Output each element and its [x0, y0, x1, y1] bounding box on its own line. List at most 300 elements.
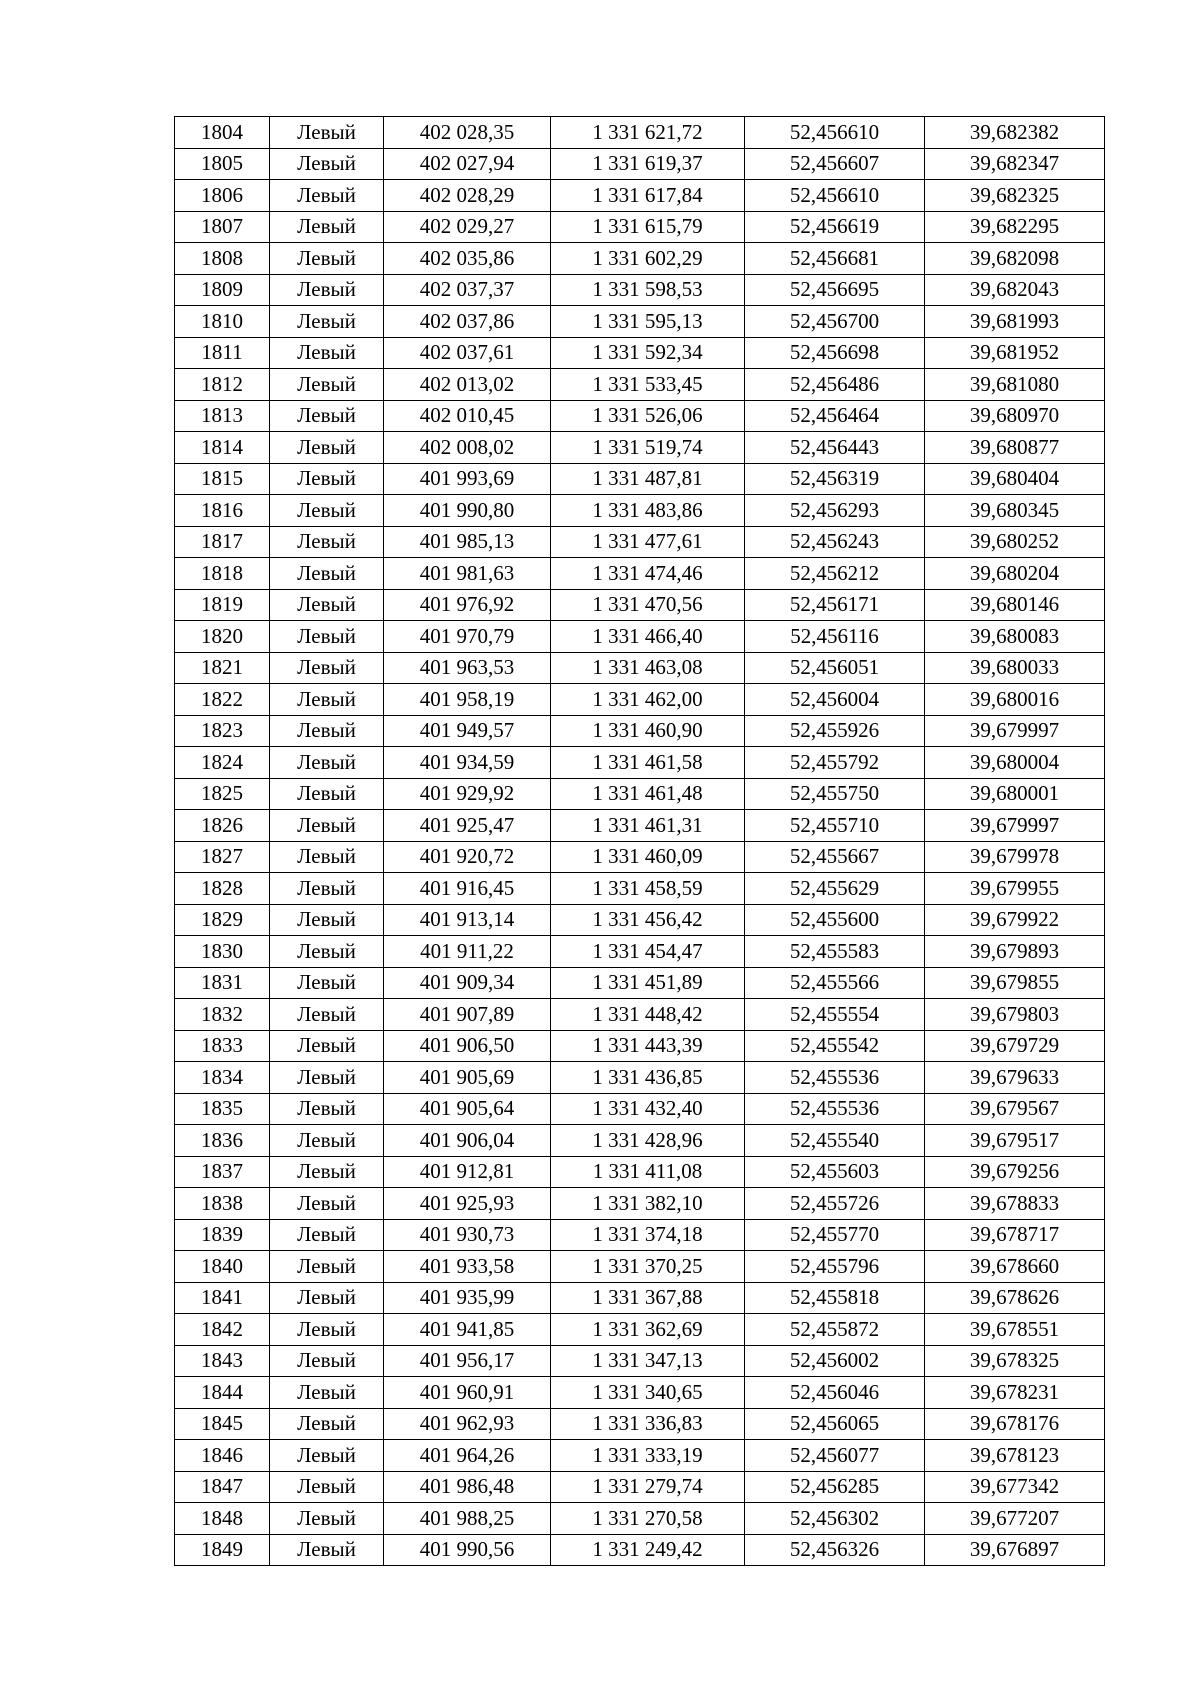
table-row: [175, 904, 1105, 936]
y-coordinate-cell: 1 331 519,74: [551, 432, 745, 464]
point-number-cell: 1823: [175, 715, 270, 747]
table-row: [175, 715, 1105, 747]
table-row: [175, 148, 1105, 180]
longitude-cell: 39,679978: [925, 841, 1105, 873]
point-number-cell: 1841: [175, 1282, 270, 1314]
side-cell: Левый: [270, 1503, 384, 1535]
y-coordinate-cell: 1 331 463,08: [551, 652, 745, 684]
point-number-cell: 1849: [175, 1534, 270, 1566]
side-cell: Левый: [270, 306, 384, 338]
table-row: [175, 778, 1105, 810]
side-cell: Левый: [270, 211, 384, 243]
longitude-cell: 39,679567: [925, 1093, 1105, 1125]
y-coordinate-cell: 1 331 460,09: [551, 841, 745, 873]
latitude-cell: 52,456004: [745, 684, 925, 716]
x-coordinate-cell: 402 008,02: [384, 432, 551, 464]
x-coordinate-cell: 401 916,45: [384, 873, 551, 905]
latitude-cell: 52,456171: [745, 589, 925, 621]
longitude-cell: 39,680033: [925, 652, 1105, 684]
table-row: [175, 652, 1105, 684]
side-cell: Левый: [270, 1440, 384, 1472]
latitude-cell: 52,455600: [745, 904, 925, 936]
table-row: [175, 1503, 1105, 1535]
table-row: [175, 1125, 1105, 1157]
x-coordinate-cell: 401 934,59: [384, 747, 551, 779]
longitude-cell: 39,677207: [925, 1503, 1105, 1535]
x-coordinate-cell: 401 933,58: [384, 1251, 551, 1283]
y-coordinate-cell: 1 331 448,42: [551, 999, 745, 1031]
latitude-cell: 52,456681: [745, 243, 925, 275]
point-number-cell: 1831: [175, 967, 270, 999]
y-coordinate-cell: 1 331 602,29: [551, 243, 745, 275]
x-coordinate-cell: 401 905,69: [384, 1062, 551, 1094]
table-row: [175, 1188, 1105, 1220]
y-coordinate-cell: 1 331 456,42: [551, 904, 745, 936]
side-cell: Левый: [270, 117, 384, 149]
longitude-cell: 39,681080: [925, 369, 1105, 401]
side-cell: Левый: [270, 1314, 384, 1346]
y-coordinate-cell: 1 331 451,89: [551, 967, 745, 999]
latitude-cell: 52,455792: [745, 747, 925, 779]
table-row: [175, 1219, 1105, 1251]
latitude-cell: 52,455540: [745, 1125, 925, 1157]
longitude-cell: 39,680345: [925, 495, 1105, 527]
side-cell: Левый: [270, 1408, 384, 1440]
side-cell: Левый: [270, 1377, 384, 1409]
y-coordinate-cell: 1 331 270,58: [551, 1503, 745, 1535]
latitude-cell: 52,455818: [745, 1282, 925, 1314]
table-row: [175, 526, 1105, 558]
latitude-cell: 52,456285: [745, 1471, 925, 1503]
longitude-cell: 39,682382: [925, 117, 1105, 149]
coordinates-table-body: [175, 117, 1105, 1566]
side-cell: Левый: [270, 1471, 384, 1503]
longitude-cell: 39,679729: [925, 1030, 1105, 1062]
latitude-cell: 52,455542: [745, 1030, 925, 1062]
side-cell: Левый: [270, 1062, 384, 1094]
longitude-cell: 39,680016: [925, 684, 1105, 716]
latitude-cell: 52,456293: [745, 495, 925, 527]
table-row: [175, 558, 1105, 590]
side-cell: Левый: [270, 1156, 384, 1188]
side-cell: Левый: [270, 558, 384, 590]
point-number-cell: 1820: [175, 621, 270, 653]
longitude-cell: 39,680083: [925, 621, 1105, 653]
point-number-cell: 1813: [175, 400, 270, 432]
latitude-cell: 52,456077: [745, 1440, 925, 1472]
latitude-cell: 52,456443: [745, 432, 925, 464]
latitude-cell: 52,455770: [745, 1219, 925, 1251]
latitude-cell: 52,456486: [745, 369, 925, 401]
table-row: [175, 243, 1105, 275]
x-coordinate-cell: 401 949,57: [384, 715, 551, 747]
y-coordinate-cell: 1 331 370,25: [551, 1251, 745, 1283]
longitude-cell: 39,678626: [925, 1282, 1105, 1314]
point-number-cell: 1818: [175, 558, 270, 590]
table-row: [175, 1093, 1105, 1125]
point-number-cell: 1805: [175, 148, 270, 180]
table-row: [175, 747, 1105, 779]
latitude-cell: 52,455726: [745, 1188, 925, 1220]
side-cell: Левый: [270, 1534, 384, 1566]
y-coordinate-cell: 1 331 619,37: [551, 148, 745, 180]
latitude-cell: 52,455796: [745, 1251, 925, 1283]
x-coordinate-cell: 401 905,64: [384, 1093, 551, 1125]
point-number-cell: 1808: [175, 243, 270, 275]
y-coordinate-cell: 1 331 615,79: [551, 211, 745, 243]
x-coordinate-cell: 401 970,79: [384, 621, 551, 653]
side-cell: Левый: [270, 180, 384, 212]
x-coordinate-cell: 401 958,19: [384, 684, 551, 716]
y-coordinate-cell: 1 331 461,31: [551, 810, 745, 842]
side-cell: Левый: [270, 337, 384, 369]
table-row: [175, 936, 1105, 968]
x-coordinate-cell: 401 935,99: [384, 1282, 551, 1314]
y-coordinate-cell: 1 331 458,59: [551, 873, 745, 905]
y-coordinate-cell: 1 331 466,40: [551, 621, 745, 653]
side-cell: Левый: [270, 747, 384, 779]
y-coordinate-cell: 1 331 533,45: [551, 369, 745, 401]
y-coordinate-cell: 1 331 454,47: [551, 936, 745, 968]
x-coordinate-cell: 402 037,86: [384, 306, 551, 338]
latitude-cell: 52,456116: [745, 621, 925, 653]
longitude-cell: 39,680877: [925, 432, 1105, 464]
side-cell: Левый: [270, 715, 384, 747]
table-row: [175, 369, 1105, 401]
side-cell: Левый: [270, 652, 384, 684]
y-coordinate-cell: 1 331 382,10: [551, 1188, 745, 1220]
side-cell: Левый: [270, 369, 384, 401]
point-number-cell: 1827: [175, 841, 270, 873]
x-coordinate-cell: 401 907,89: [384, 999, 551, 1031]
side-cell: Левый: [270, 243, 384, 275]
table-row: [175, 211, 1105, 243]
point-number-cell: 1844: [175, 1377, 270, 1409]
x-coordinate-cell: 401 913,14: [384, 904, 551, 936]
latitude-cell: 52,455566: [745, 967, 925, 999]
x-coordinate-cell: 402 035,86: [384, 243, 551, 275]
longitude-cell: 39,680146: [925, 589, 1105, 621]
y-coordinate-cell: 1 331 474,46: [551, 558, 745, 590]
y-coordinate-cell: 1 331 428,96: [551, 1125, 745, 1157]
side-cell: Левый: [270, 526, 384, 558]
point-number-cell: 1833: [175, 1030, 270, 1062]
side-cell: Левый: [270, 463, 384, 495]
longitude-cell: 39,678660: [925, 1251, 1105, 1283]
table-row: [175, 180, 1105, 212]
longitude-cell: 39,678325: [925, 1345, 1105, 1377]
side-cell: Левый: [270, 841, 384, 873]
point-number-cell: 1817: [175, 526, 270, 558]
latitude-cell: 52,456326: [745, 1534, 925, 1566]
y-coordinate-cell: 1 331 526,06: [551, 400, 745, 432]
side-cell: Левый: [270, 1125, 384, 1157]
longitude-cell: 39,679893: [925, 936, 1105, 968]
point-number-cell: 1832: [175, 999, 270, 1031]
longitude-cell: 39,678717: [925, 1219, 1105, 1251]
table-row: [175, 1314, 1105, 1346]
y-coordinate-cell: 1 331 461,58: [551, 747, 745, 779]
latitude-cell: 52,456002: [745, 1345, 925, 1377]
longitude-cell: 39,678833: [925, 1188, 1105, 1220]
point-number-cell: 1810: [175, 306, 270, 338]
side-cell: Левый: [270, 495, 384, 527]
y-coordinate-cell: 1 331 598,53: [551, 274, 745, 306]
y-coordinate-cell: 1 331 621,72: [551, 117, 745, 149]
table-row: [175, 684, 1105, 716]
longitude-cell: 39,679517: [925, 1125, 1105, 1157]
point-number-cell: 1812: [175, 369, 270, 401]
point-number-cell: 1829: [175, 904, 270, 936]
x-coordinate-cell: 401 986,48: [384, 1471, 551, 1503]
point-number-cell: 1830: [175, 936, 270, 968]
point-number-cell: 1814: [175, 432, 270, 464]
x-coordinate-cell: 401 976,92: [384, 589, 551, 621]
table-row: [175, 463, 1105, 495]
longitude-cell: 39,678231: [925, 1377, 1105, 1409]
table-row: [175, 432, 1105, 464]
longitude-cell: 39,678176: [925, 1408, 1105, 1440]
point-number-cell: 1824: [175, 747, 270, 779]
table-row: [175, 1156, 1105, 1188]
side-cell: Левый: [270, 1093, 384, 1125]
table-row: [175, 999, 1105, 1031]
table-row: [175, 306, 1105, 338]
table-row: [175, 1282, 1105, 1314]
longitude-cell: 39,679997: [925, 715, 1105, 747]
x-coordinate-cell: 402 028,35: [384, 117, 551, 149]
latitude-cell: 52,456212: [745, 558, 925, 590]
point-number-cell: 1845: [175, 1408, 270, 1440]
latitude-cell: 52,456046: [745, 1377, 925, 1409]
longitude-cell: 39,678123: [925, 1440, 1105, 1472]
y-coordinate-cell: 1 331 436,85: [551, 1062, 745, 1094]
x-coordinate-cell: 401 985,13: [384, 526, 551, 558]
table-row: [175, 337, 1105, 369]
side-cell: Левый: [270, 589, 384, 621]
x-coordinate-cell: 401 911,22: [384, 936, 551, 968]
table-row: [175, 810, 1105, 842]
table-row: [175, 589, 1105, 621]
point-number-cell: 1806: [175, 180, 270, 212]
y-coordinate-cell: 1 331 617,84: [551, 180, 745, 212]
y-coordinate-cell: 1 331 340,65: [551, 1377, 745, 1409]
longitude-cell: 39,681993: [925, 306, 1105, 338]
longitude-cell: 39,679922: [925, 904, 1105, 936]
table-row: [175, 841, 1105, 873]
side-cell: Левый: [270, 810, 384, 842]
table-row: [175, 1471, 1105, 1503]
y-coordinate-cell: 1 331 483,86: [551, 495, 745, 527]
point-number-cell: 1826: [175, 810, 270, 842]
x-coordinate-cell: 401 960,91: [384, 1377, 551, 1409]
point-number-cell: 1838: [175, 1188, 270, 1220]
longitude-cell: 39,682295: [925, 211, 1105, 243]
y-coordinate-cell: 1 331 592,34: [551, 337, 745, 369]
x-coordinate-cell: 402 013,02: [384, 369, 551, 401]
latitude-cell: 52,456319: [745, 463, 925, 495]
longitude-cell: 39,680004: [925, 747, 1105, 779]
latitude-cell: 52,456051: [745, 652, 925, 684]
y-coordinate-cell: 1 331 487,81: [551, 463, 745, 495]
x-coordinate-cell: 401 925,93: [384, 1188, 551, 1220]
y-coordinate-cell: 1 331 432,40: [551, 1093, 745, 1125]
table-row: [175, 1534, 1105, 1566]
table-row: [175, 1408, 1105, 1440]
side-cell: Левый: [270, 1219, 384, 1251]
longitude-cell: 39,677342: [925, 1471, 1105, 1503]
table-row: [175, 621, 1105, 653]
point-number-cell: 1840: [175, 1251, 270, 1283]
table-row: [175, 1377, 1105, 1409]
point-number-cell: 1804: [175, 117, 270, 149]
longitude-cell: 39,679855: [925, 967, 1105, 999]
x-coordinate-cell: 401 993,69: [384, 463, 551, 495]
longitude-cell: 39,682098: [925, 243, 1105, 275]
x-coordinate-cell: 401 990,56: [384, 1534, 551, 1566]
table-row: [175, 495, 1105, 527]
y-coordinate-cell: 1 331 595,13: [551, 306, 745, 338]
side-cell: Левый: [270, 274, 384, 306]
longitude-cell: 39,681952: [925, 337, 1105, 369]
side-cell: Левый: [270, 1282, 384, 1314]
longitude-cell: 39,679803: [925, 999, 1105, 1031]
latitude-cell: 52,455536: [745, 1062, 925, 1094]
table-row: [175, 1345, 1105, 1377]
side-cell: Левый: [270, 432, 384, 464]
longitude-cell: 39,679955: [925, 873, 1105, 905]
x-coordinate-cell: 401 988,25: [384, 1503, 551, 1535]
point-number-cell: 1822: [175, 684, 270, 716]
latitude-cell: 52,455667: [745, 841, 925, 873]
point-number-cell: 1843: [175, 1345, 270, 1377]
x-coordinate-cell: 401 941,85: [384, 1314, 551, 1346]
longitude-cell: 39,680970: [925, 400, 1105, 432]
y-coordinate-cell: 1 331 470,56: [551, 589, 745, 621]
point-number-cell: 1811: [175, 337, 270, 369]
point-number-cell: 1819: [175, 589, 270, 621]
side-cell: Левый: [270, 778, 384, 810]
latitude-cell: 52,456610: [745, 117, 925, 149]
latitude-cell: 52,456698: [745, 337, 925, 369]
point-number-cell: 1835: [175, 1093, 270, 1125]
x-coordinate-cell: 401 956,17: [384, 1345, 551, 1377]
y-coordinate-cell: 1 331 461,48: [551, 778, 745, 810]
point-number-cell: 1825: [175, 778, 270, 810]
latitude-cell: 52,455926: [745, 715, 925, 747]
latitude-cell: 52,456302: [745, 1503, 925, 1535]
table-row: [175, 967, 1105, 999]
x-coordinate-cell: 401 912,81: [384, 1156, 551, 1188]
latitude-cell: 52,455710: [745, 810, 925, 842]
latitude-cell: 52,455583: [745, 936, 925, 968]
y-coordinate-cell: 1 331 279,74: [551, 1471, 745, 1503]
point-number-cell: 1847: [175, 1471, 270, 1503]
side-cell: Левый: [270, 1188, 384, 1220]
y-coordinate-cell: 1 331 333,19: [551, 1440, 745, 1472]
longitude-cell: 39,679256: [925, 1156, 1105, 1188]
side-cell: Левый: [270, 999, 384, 1031]
y-coordinate-cell: 1 331 347,13: [551, 1345, 745, 1377]
side-cell: Левый: [270, 684, 384, 716]
latitude-cell: 52,456607: [745, 148, 925, 180]
point-number-cell: 1828: [175, 873, 270, 905]
longitude-cell: 39,680252: [925, 526, 1105, 558]
longitude-cell: 39,679633: [925, 1062, 1105, 1094]
x-coordinate-cell: 402 037,37: [384, 274, 551, 306]
y-coordinate-cell: 1 331 411,08: [551, 1156, 745, 1188]
y-coordinate-cell: 1 331 362,69: [551, 1314, 745, 1346]
latitude-cell: 52,456619: [745, 211, 925, 243]
longitude-cell: 39,679997: [925, 810, 1105, 842]
point-number-cell: 1836: [175, 1125, 270, 1157]
point-number-cell: 1848: [175, 1503, 270, 1535]
longitude-cell: 39,682325: [925, 180, 1105, 212]
table-row: [175, 1440, 1105, 1472]
x-coordinate-cell: 401 906,04: [384, 1125, 551, 1157]
x-coordinate-cell: 401 964,26: [384, 1440, 551, 1472]
longitude-cell: 39,682347: [925, 148, 1105, 180]
latitude-cell: 52,455536: [745, 1093, 925, 1125]
y-coordinate-cell: 1 331 336,83: [551, 1408, 745, 1440]
side-cell: Левый: [270, 1345, 384, 1377]
latitude-cell: 52,456065: [745, 1408, 925, 1440]
latitude-cell: 52,456243: [745, 526, 925, 558]
table-row: [175, 1030, 1105, 1062]
x-coordinate-cell: 401 962,93: [384, 1408, 551, 1440]
x-coordinate-cell: 401 906,50: [384, 1030, 551, 1062]
x-coordinate-cell: 402 027,94: [384, 148, 551, 180]
latitude-cell: 52,455603: [745, 1156, 925, 1188]
x-coordinate-cell: 402 037,61: [384, 337, 551, 369]
y-coordinate-cell: 1 331 460,90: [551, 715, 745, 747]
side-cell: Левый: [270, 904, 384, 936]
longitude-cell: 39,682043: [925, 274, 1105, 306]
latitude-cell: 52,456610: [745, 180, 925, 212]
x-coordinate-cell: 402 029,27: [384, 211, 551, 243]
y-coordinate-cell: 1 331 249,42: [551, 1534, 745, 1566]
side-cell: Левый: [270, 873, 384, 905]
point-number-cell: 1807: [175, 211, 270, 243]
side-cell: Левый: [270, 621, 384, 653]
side-cell: Левый: [270, 148, 384, 180]
latitude-cell: 52,456700: [745, 306, 925, 338]
point-number-cell: 1837: [175, 1156, 270, 1188]
longitude-cell: 39,678551: [925, 1314, 1105, 1346]
x-coordinate-cell: 401 929,92: [384, 778, 551, 810]
point-number-cell: 1809: [175, 274, 270, 306]
point-number-cell: 1815: [175, 463, 270, 495]
side-cell: Левый: [270, 1251, 384, 1283]
latitude-cell: 52,455872: [745, 1314, 925, 1346]
x-coordinate-cell: 401 963,53: [384, 652, 551, 684]
point-number-cell: 1821: [175, 652, 270, 684]
y-coordinate-cell: 1 331 374,18: [551, 1219, 745, 1251]
side-cell: Левый: [270, 936, 384, 968]
x-coordinate-cell: 401 990,80: [384, 495, 551, 527]
y-coordinate-cell: 1 331 367,88: [551, 1282, 745, 1314]
side-cell: Левый: [270, 400, 384, 432]
x-coordinate-cell: 401 920,72: [384, 841, 551, 873]
table-row: [175, 873, 1105, 905]
point-number-cell: 1834: [175, 1062, 270, 1094]
point-number-cell: 1816: [175, 495, 270, 527]
x-coordinate-cell: 402 028,29: [384, 180, 551, 212]
latitude-cell: 52,456695: [745, 274, 925, 306]
longitude-cell: 39,676897: [925, 1534, 1105, 1566]
y-coordinate-cell: 1 331 443,39: [551, 1030, 745, 1062]
longitude-cell: 39,680204: [925, 558, 1105, 590]
